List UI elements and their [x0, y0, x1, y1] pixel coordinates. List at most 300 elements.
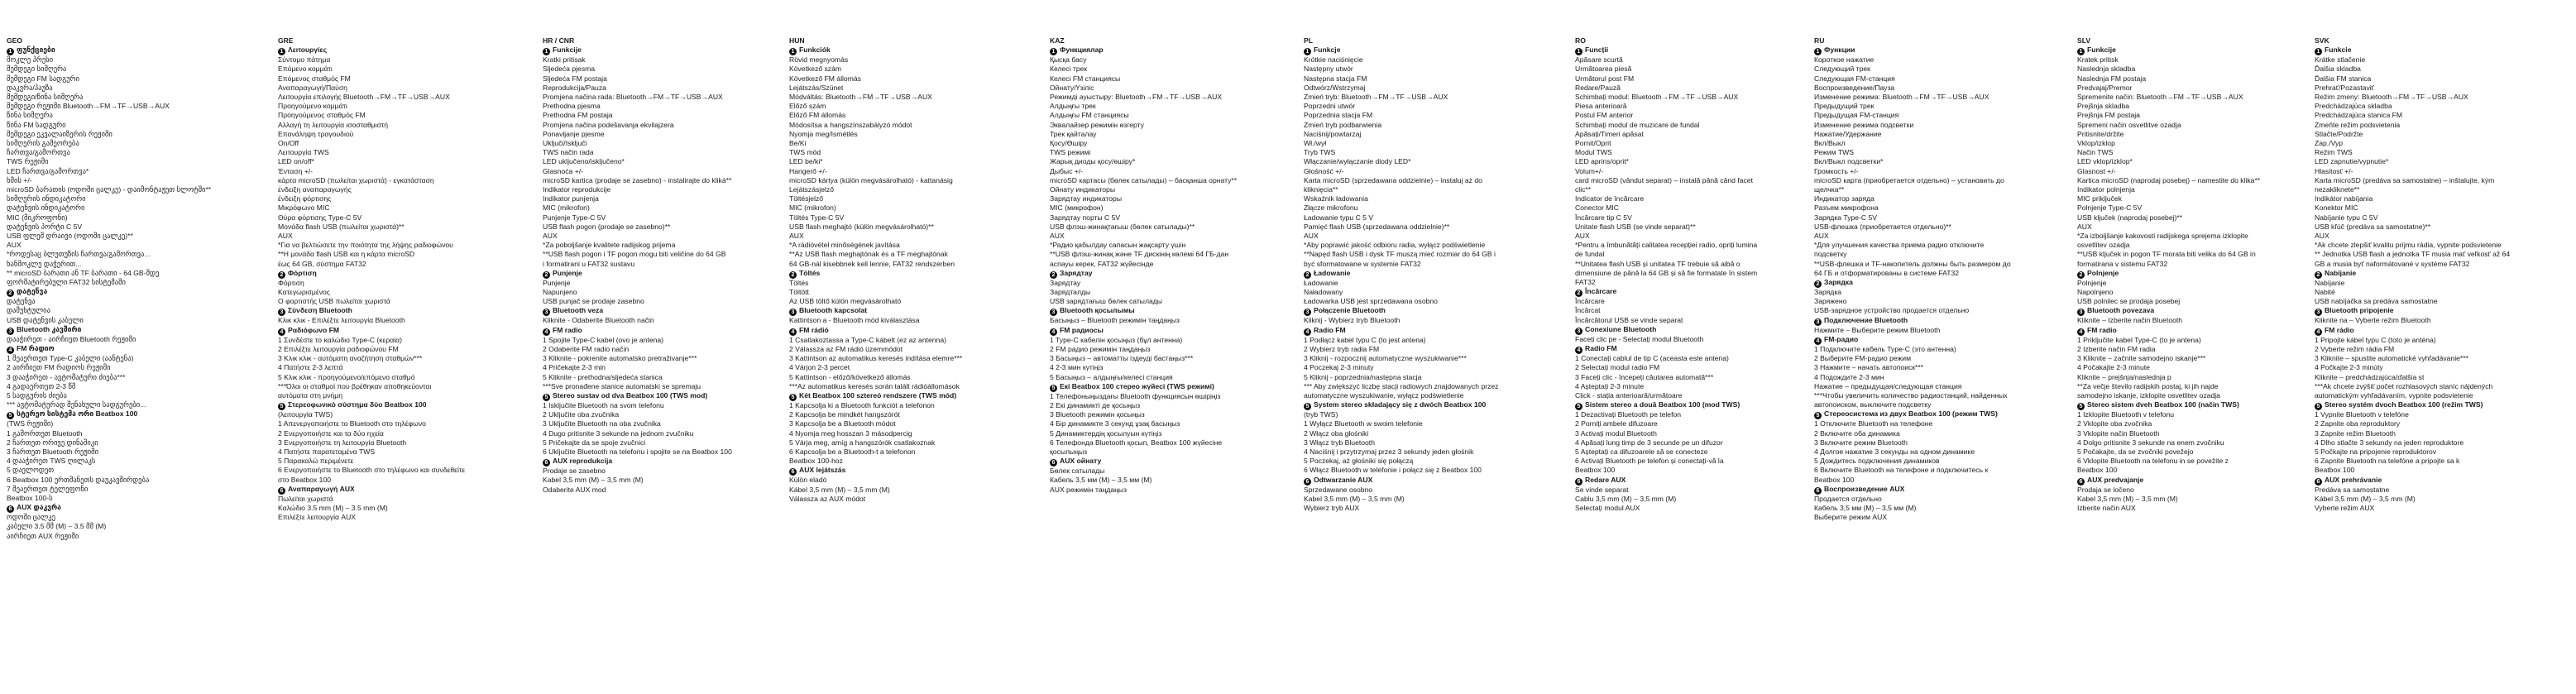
text-line: Вкл/Выкл [1814, 139, 1846, 148]
section-heading [1304, 269, 1565, 279]
text-line: Kábel 3,5 mm (M) – 3,5 mm (M) [789, 485, 890, 494]
section-title: Ładowanie [1314, 268, 1351, 277]
section-title: Stereo sustav od dva Beatbox 100 (TWS mod) [553, 390, 708, 400]
text-line: 6 Включите Bluetooth на телефоне и подключитесь к [1814, 466, 1989, 475]
text-line: Punjenje Type-C 5V [543, 213, 606, 222]
text-line: 1 Type-C кабелін қосыңыз (бұл антенна) [1050, 335, 1183, 344]
text-line: 5 Počakajte, da se zvočniki povežejo [2077, 447, 2194, 456]
text-line: LED be/ki* [789, 157, 823, 166]
text-line: Sljedeća pjesma [543, 65, 596, 74]
section-number-badge: 4 [2315, 328, 2322, 336]
text-line: 2 აირჩიეთ FM რადიოს რეჟიმი [7, 363, 111, 372]
section-number-badge: 5 [1575, 403, 1582, 410]
text-line: LED vklop/izklop* [2077, 157, 2133, 166]
text-line: Indikator reprodukcije [543, 185, 611, 194]
text-line: Продается отдельно [1814, 494, 1882, 503]
text-line: Индикатор заряда [1814, 194, 1875, 203]
text-line: Kabel 3,5 mm (M) – 3,5 mm (M) [2077, 494, 2178, 503]
text-line: მოკლე პრესი [7, 55, 54, 65]
text-line: Зарядталды [1050, 288, 1091, 297]
section-heading [2315, 45, 2576, 55]
section-number-badge: 1 [1050, 48, 1057, 55]
text-line: 4 Dugo pritisnite 3 sekunde na jednom zvučniku [543, 428, 694, 438]
section-title: დატენვა [17, 287, 48, 296]
section-number-badge: 4 [1304, 328, 1311, 336]
language-code: RU [1814, 36, 1825, 45]
text-line: დააჭირეთ - აირჩიეთ Bluetooth რეჟიმი [7, 334, 136, 343]
text-line: Pamięć flash USB (sprzedawana oddzielnie)** [1304, 222, 1450, 231]
text-line: Θύρα φόρτισης Type-C 5V [278, 213, 362, 222]
text-line: Бөлек сатылады [1050, 467, 1105, 476]
text-line: 4 Dlho stlačte 3 sekundy na jeden reproduktore [2315, 438, 2464, 447]
section-title: Funkciók [799, 45, 831, 55]
text-line: 3 Activați modul Bluetooth [1575, 428, 1657, 438]
text-line: 5 Kattintson - előző/következő állomás [789, 372, 911, 381]
text-line: AUX [543, 232, 558, 241]
text-line: LED aprins/oprit* [1575, 157, 1629, 166]
text-line: 3 Kliknite - pokrenite automatsko pretraživanje*** [543, 354, 697, 363]
text-line: Töltés [789, 278, 809, 287]
section-title: AUX predvajanje [2087, 475, 2144, 484]
text-line: Предыдущий трек [1814, 102, 1875, 111]
text-line: USB-флешка (приобретается отдельно)** [1814, 222, 1951, 231]
text-line: Naslednja FM postaja [2077, 74, 2147, 83]
section-number-badge: 3 [1814, 318, 1822, 326]
text-line: osvetlitev ozadja [2077, 241, 2130, 250]
text-line: Sprzedawane osobno [1304, 485, 1373, 494]
section-number-badge: 3 [543, 309, 550, 316]
text-line: ** Jednotka USB flash a jednotka TF musia mať veľkosť až 64 [2315, 250, 2511, 259]
text-line: Дыбыс +/- [1050, 166, 1084, 175]
section-heading [543, 45, 804, 55]
section-number-badge: 3 [7, 328, 14, 335]
text-line: *Για να βελτιώσετε την ποιότητα της λήψης ραδιοφώνου [278, 241, 453, 250]
text-line: 1 Kapcsolja ki a Bluetooth funkciót a telefonon [789, 400, 935, 409]
text-line: Predvajaj/Premor [2077, 83, 2133, 92]
section-title: System stereo składający się z dwóch Beatbox 100 [1314, 400, 1487, 409]
text-line: Πωλείται χωριστά [278, 494, 333, 503]
section-number-badge: 2 [7, 290, 14, 297]
section-title: Зарядтау [1060, 268, 1093, 277]
section-title: FM rádio [2325, 325, 2354, 334]
text-line: Beatbox 100 [2315, 466, 2355, 475]
text-line: Click - stația anterioară/următoare [1575, 390, 1683, 400]
section-title: FM რადიო [17, 344, 55, 353]
text-line: Жарық диоды қосу/өшіру* [1050, 157, 1136, 166]
text-line: Polnjenje [2077, 278, 2107, 287]
text-line: Predáva sa samostatne [2315, 485, 2390, 494]
text-line: MIC (მიკროფონი) [7, 213, 68, 222]
text-line: kliknięcia** [1304, 185, 1338, 194]
text-line: **USB flash pogon i TF pogon mogu biti veličine do 64 GB [543, 250, 726, 259]
text-line: Эквалайзер режимін өзгерту [1050, 120, 1144, 129]
section-number-badge: 1 [2077, 48, 2085, 55]
section-heading [278, 269, 539, 279]
text-line: Зарядка Type-C 5V [1814, 213, 1878, 222]
text-line: Nabíjanie [2315, 278, 2345, 287]
text-line: Режимді ауыстыру: Bluetooth→FM→TF→USB→AUX [1050, 93, 1223, 102]
text-line: Келесі FM станциясы [1050, 74, 1121, 83]
text-line: 4 დააჭირეთ TWS ღილაკს [7, 457, 96, 466]
section-heading [7, 45, 268, 55]
section-heading [789, 269, 1051, 279]
text-line: Nabité [2315, 288, 2335, 297]
text-line: Način TWS [2077, 148, 2114, 157]
language-code: GRE [278, 36, 294, 45]
section-title: Воспроизведение AUX [1824, 484, 1905, 493]
section-heading [1050, 326, 1311, 336]
text-line: formatirana v sistemu FAT32 [2077, 259, 2168, 268]
text-line: (λειτουργία TWS) [278, 410, 333, 419]
text-line: შემდეგი/წინა სიმღერა [7, 93, 84, 102]
text-line: Kliknite - Odaberite Bluetooth način [543, 316, 654, 325]
section-title: ფუნქციები [17, 45, 55, 55]
section-heading [1050, 269, 1311, 279]
text-line: 5 დაელოდეთ [7, 466, 55, 475]
text-line: Kratki pritisak [543, 55, 586, 65]
text-line: Kliknite – prejšnja/naslednja p [2077, 372, 2171, 381]
section-heading [1304, 400, 1565, 410]
section-title: Radio FM [1314, 325, 1346, 334]
text-line: 1 Dezactivați Bluetooth pe telefon [1575, 410, 1682, 419]
section-number-badge: 2 [278, 271, 285, 279]
text-line: microSD карта (приобретается отдельно) – установить до [1814, 175, 2004, 184]
section-title: Стереосистема из двух Beatbox 100 (режим TWS) [1824, 409, 1998, 419]
text-line: სიმღერის ინდიკატორი [7, 194, 86, 203]
text-line: Громкость +/- [1814, 166, 1859, 175]
section-heading [1304, 476, 1565, 486]
text-line: Следующий трек [1814, 65, 1870, 74]
text-line: ხმის +/- [7, 175, 32, 184]
text-line: Stlačte/Podržte [2315, 129, 2363, 138]
text-line: Kabel 3,5 mm (M) – 3,5 mm (M) [543, 476, 644, 485]
text-line: Karta microSD (predáva sa samostatne) – inštalujte, kým [2315, 175, 2495, 184]
text-line: 5 Kliknij - poprzednia/następna stacja [1304, 372, 1422, 381]
text-line: Қысқа басу [1050, 55, 1087, 65]
language-code: KAZ [1050, 36, 1065, 45]
section-number-badge: 4 [789, 328, 797, 336]
text-line: Wybierz tryb AUX [1304, 503, 1360, 512]
section-heading [2315, 400, 2576, 410]
section-title: Stereo sistem dveh Beatbox 100 (način TWS) [2087, 400, 2239, 409]
language-column [7, 36, 268, 541]
text-line: 4 Подождите 2-3 мин [1814, 372, 1884, 381]
text-line: 1 Podłącz kabel typu C (to jest antena) [1304, 335, 1426, 344]
section-heading [789, 326, 1051, 336]
text-line: Głośność +/- [1304, 166, 1344, 175]
text-line: 3 Басыңыз – автоматты іздеуді бастаңыз*** [1050, 354, 1194, 363]
text-line: Indicator de încărcare [1575, 194, 1645, 203]
text-line: подсветку [1814, 250, 1847, 259]
section-heading [543, 391, 804, 401]
text-line: 2 FM радио режимін таңдаңыз [1050, 344, 1151, 353]
text-line: Naładowany [1304, 288, 1343, 297]
text-line: Kratek pritisk [2077, 55, 2119, 65]
section-number-badge: 2 [1304, 271, 1311, 279]
section-title: Φόρτιση [288, 268, 317, 277]
text-line: Λειτουργία επιλογής Bluetooth→FM→TF→USB→AUX [278, 93, 450, 102]
text-line: Postul FM anterior [1575, 111, 1634, 120]
text-line: 3 Włącz tryb Bluetooth [1304, 438, 1375, 447]
language-column [1814, 36, 2076, 522]
section-number-badge: 2 [2315, 271, 2322, 279]
section-heading [789, 466, 1051, 476]
text-line: USB nabíjačka sa predáva samostatne [2315, 297, 2438, 306]
section-title: Ραδιόφωνο FM [288, 325, 340, 334]
text-line: Pritisnite/držite [2077, 129, 2124, 138]
section-heading [1814, 335, 2076, 345]
text-line: Naciśnij/powtarzaj [1304, 129, 1362, 138]
text-line: შემდეგი რეჟიმი Bluetooth→FM→TF→USB→AUX [7, 102, 170, 111]
section-title: Két Beatbox 100 sztereó rendszere (TWS mód) [799, 390, 957, 400]
text-line: *როდესაც ბლუთუზის ჩართვა/გამორთვა... [7, 250, 151, 259]
text-line: 4 Várjon 2-3 percet [789, 363, 850, 372]
text-line: Redare/Pauză [1575, 83, 1621, 92]
text-line: 5 Παρακαλώ περιμένετε [278, 457, 354, 466]
text-line: MIC priključek [2077, 194, 2122, 203]
text-line: Următoarea piesă [1575, 65, 1632, 74]
text-line: USB-зарядное устройство продается отдельно [1814, 306, 1970, 315]
text-line: Ένταση +/- [278, 166, 314, 175]
text-line: Következő szám [789, 65, 842, 74]
language-column [543, 36, 804, 495]
text-line: Az USB töltő külön megvásárolható [789, 297, 902, 306]
text-line: 6 Ενεργοποιήστε το Bluetooth στο τηλέφωνο και συνδεθείτε [278, 466, 466, 475]
text-line: Indikator polnjenja [2077, 185, 2135, 194]
section-title: Екі Beatbox 100 стерео жүйесі (TWS режимі) [1060, 381, 1214, 390]
section-number-badge: 4 [2077, 328, 2085, 336]
text-line: Válassza az AUX módot [789, 494, 866, 503]
text-line: Vklop/izklop [2077, 139, 2115, 148]
section-number-badge: 5 [2077, 403, 2085, 410]
text-line: Ďalšia skladba [2315, 65, 2361, 74]
text-line: 1 Priključite kabel Type-C (to je antena) [2077, 335, 2201, 344]
text-line: 6 Włącz Bluetooth w telefonie i połącz się z Beatbox 100 [1304, 466, 1482, 475]
text-line: ***Az automatikus keresés során talált rádióállomások [789, 381, 960, 390]
text-line: Następna stacja FM [1304, 74, 1367, 83]
text-line: 2 Выберите FM-радио режим [1814, 354, 1911, 363]
text-line: Kliknite na – Vyberte režim Bluetooth [2315, 316, 2431, 325]
text-line: MIC (mikrofon) [543, 203, 590, 213]
text-line: Алдыңғы трек [1050, 102, 1096, 111]
text-line: Lejátszásjelző [789, 185, 834, 194]
section-heading [278, 326, 539, 336]
text-line: αυτόματα στη μνήμη [278, 390, 343, 400]
text-line: **Za večje število radijskih postaj, ki jih najde [2077, 381, 2219, 390]
text-line: წინა FM სადგური [7, 120, 66, 129]
section-title: Polnjenje [2087, 268, 2119, 277]
text-line: Prehrať/Pozastaviť [2315, 83, 2374, 92]
text-line: Επόμενο κομμάτι [278, 65, 333, 74]
section-heading [7, 287, 268, 297]
text-line: Indikátor nabíjania [2315, 194, 2373, 203]
text-line: ფორმატირებული FAT32 სისტემაში [7, 278, 126, 287]
text-line: 3 Uključite Bluetooth na oba zvučnika [543, 419, 661, 428]
text-line: Töltött [789, 288, 809, 297]
section-title: Bluetooth povezava [2087, 306, 2155, 315]
text-line: 2 Odaberite FM radio način [543, 344, 630, 353]
text-line: 1 Isključite Bluetooth na svom telefonu [543, 400, 664, 409]
text-line: 3 Faceți clic - începeți căutarea automată*** [1575, 372, 1714, 381]
section-heading [2077, 400, 2339, 410]
language-column [1304, 36, 1565, 513]
section-number-badge: 6 [2077, 478, 2085, 486]
text-line: *** ავტომატურად შენახული სადგურები... [7, 400, 146, 409]
text-line: Beatbox 100 [1575, 466, 1616, 475]
text-line: შემდეგი ეკვალაიზერის რეჟიმი [7, 129, 113, 138]
language-code: PL [1304, 36, 1313, 45]
text-line: 1 გამორთეთ Bluetooth [7, 428, 83, 438]
section-heading [278, 400, 539, 410]
text-line: Apăsare scurtă [1575, 55, 1623, 65]
text-line: Μικρόφωνο MIC [278, 203, 330, 213]
section-title: Funkcje [1314, 45, 1341, 55]
text-line: Λειτουργία TWS [278, 148, 329, 157]
text-line: **Unitatea flash USB și unitatea TF trebuie să aibă o [1575, 259, 1740, 268]
text-line: Módváltás: Bluetooth→FM→TF→USB→AUX [789, 93, 932, 102]
text-line: 3 Нажмите – начать автопоиск*** [1814, 363, 1924, 372]
text-line: 6 Kapcsolja be a Bluetooth-t a telefonon [789, 447, 916, 456]
text-line: Nyomja meg/Ismétlés [789, 129, 858, 138]
text-line: clic** [1575, 185, 1592, 194]
text-line: **Η μονάδα flash USB και η κάρτα microSD [278, 250, 415, 259]
section-number-badge: 2 [2077, 271, 2085, 279]
text-line: Нажмите – Выберите режим Bluetooth [1814, 325, 1941, 334]
text-line: Ponavljanje pjesme [543, 129, 605, 138]
text-line: Қосу/Өшіру [1050, 139, 1088, 148]
section-heading [1814, 409, 2076, 419]
text-line: **Napęd flash USB i dysk TF muszą mieć rozmiar do 64 GB i [1304, 250, 1496, 259]
text-line: 1 შეაერთეთ Type-C კაბელი (აანტენა) [7, 354, 134, 363]
section-title: Conexiune Bluetooth [1585, 324, 1657, 333]
section-heading [2077, 476, 2339, 486]
text-line: Be/Ki [789, 139, 807, 148]
text-line: 2 Izberite način FM radia [2077, 344, 2156, 353]
text-line: Prethodna FM postaja [543, 111, 613, 120]
text-line: 2 Екі динамикті де қосыңыз [1050, 400, 1141, 409]
section-number-badge: 3 [1575, 328, 1582, 335]
section-number-badge: 6 [1050, 459, 1057, 467]
section-heading [278, 485, 539, 495]
text-line: Sljedeća FM postaja [543, 74, 607, 83]
section-title: Подключение Bluetooth [1824, 315, 1908, 324]
text-line: Volum+/- [1575, 166, 1604, 175]
text-line: *** Aby zwiększyć liczbę stacji radiowych znajdowanych przez [1304, 381, 1499, 390]
text-line: автопоиском, выключите подсветку [1814, 400, 1932, 409]
text-line: κάρτα microSD (πωλείται χωριστά) - εγκατάσταση [278, 175, 434, 184]
text-line: Krátke stlačenie [2315, 55, 2366, 65]
text-line: 2 Válassza az FM rádió üzemmódot [789, 344, 903, 353]
text-line: Kábel 3,5 mm (M) – 3,5 mm (M) [2315, 494, 2416, 503]
text-line: Prejšnja skladba [2077, 102, 2130, 111]
section-heading [1050, 382, 1311, 392]
text-line: Изменение режима: Bluetooth→FM→TF→USB→AUX [1814, 93, 1989, 102]
text-line: Încărcare tip C 5V [1575, 213, 1632, 222]
text-line: Punjenje [543, 278, 571, 287]
section-heading [2315, 326, 2576, 336]
language-code: HR / CNR [543, 36, 575, 45]
text-line: USB punjač se prodaje zasebno [543, 297, 644, 306]
text-line: Schimbați modul: Bluetooth→FM→TF→USB→AUX [1575, 93, 1739, 102]
section-number-badge: 2 [1814, 280, 1822, 288]
section-number-badge: 1 [2315, 48, 2322, 55]
section-number-badge: 3 [1304, 309, 1311, 316]
text-line: Ładowanie [1304, 278, 1338, 287]
text-line: 5 Počkajte na pripojenie reproduktorov [2315, 447, 2437, 456]
text-line: nezakliknete** [2315, 185, 2360, 194]
text-line: Hlasitosť +/- [2315, 166, 2353, 175]
section-heading [2077, 45, 2339, 55]
text-line: Režim zmeny: Bluetooth→FM→TF→USB→AUX [2315, 93, 2468, 102]
section-heading [1304, 45, 1565, 55]
text-line: Φόρτιση [278, 278, 304, 287]
text-line: Promjena načina podešavanja ekvilajzera [543, 120, 674, 129]
text-line: Konektor MIC [2315, 203, 2358, 213]
text-line: Разъем микрофона [1814, 203, 1879, 213]
section-heading [1050, 306, 1311, 316]
text-line: Σύντομο πάτημα [278, 55, 331, 65]
text-line: შემდეგი FM სადგური [7, 74, 79, 83]
section-number-badge: 1 [278, 48, 285, 55]
text-line: On/Off [278, 139, 299, 148]
text-line: Выберите режим AUX [1814, 513, 1888, 522]
section-heading [2315, 306, 2576, 316]
language-column [2077, 36, 2339, 513]
text-line: ***Чтобы увеличить количество радиостанций, найденных [1814, 390, 2008, 400]
text-line: Kartica microSD (naprodaj posebej) – namestite do klika** [2077, 175, 2261, 184]
text-line: Piesa anterioară [1575, 102, 1627, 111]
text-line: Poprzedni utwór [1304, 102, 1356, 111]
text-line: Încărcătorul USB se vinde separat [1575, 315, 1683, 324]
section-number-badge: 3 [789, 309, 797, 316]
section-heading [543, 326, 804, 336]
section-number-badge: 1 [1575, 48, 1582, 55]
text-line: Басыңыз – Bluetooth режимін таңдаңыз [1050, 316, 1180, 325]
section-number-badge: 5 [7, 412, 14, 419]
text-line: Izberite način AUX [2077, 503, 2136, 512]
section-number-badge: 5 [2315, 403, 2322, 410]
text-line: Beatbox 100-ს [7, 493, 53, 502]
text-line: 3 Kliknij - rozpocznij automatyczne wyszukiwanie*** [1304, 354, 1467, 363]
text-line: 5 Várja meg, amíg a hangszórók csatlakoznak [789, 438, 936, 447]
section-number-badge: 2 [1575, 290, 1582, 297]
text-line: Lejátszás/Szünet [789, 83, 844, 92]
section-heading [1575, 45, 1836, 55]
text-line: Următorul post FM [1575, 74, 1635, 83]
text-line: Ďalšia FM stanica [2315, 74, 2372, 83]
section-heading [1050, 457, 1311, 467]
language-column [1050, 36, 1311, 495]
text-line: 2 ჩართეთ ორივე დინამიკი [7, 438, 98, 447]
section-heading [7, 409, 268, 419]
text-line: Zmeňte režim podsvietenia [2315, 120, 2401, 129]
text-line: microSD ბარათის (ოდოში ცალკე) - დაიმონტაჟეთ სლოტში** [7, 185, 212, 194]
text-line: Włączanie/wyłączanie diody LED* [1304, 157, 1411, 166]
text-line: *Za poboljšanje kvalitete radijskog prijema [543, 241, 676, 250]
section-title: Redare AUX [1585, 475, 1626, 484]
text-line: Режим TWS [1814, 148, 1854, 157]
text-line: კაბელი 3.5 მმ (M) – 3.5 მმ (M) [7, 522, 107, 531]
text-line: Uključi/Isključi [543, 139, 587, 148]
section-number-badge: 3 [2077, 309, 2085, 316]
text-line: აირჩიეთ AUX რეჟიმი [7, 531, 79, 540]
text-line: 3 Включите режим Bluetooth [1814, 438, 1908, 447]
section-number-badge: 6 [7, 505, 14, 513]
text-line: Kattintson a - Bluetooth mód kiválasztása [789, 316, 920, 325]
text-line: Zmień tryb podbarwienia [1304, 120, 1382, 129]
section-title: Încărcare [1585, 287, 1617, 296]
text-line: Προηγούμενος σταθμός FM [278, 111, 366, 120]
